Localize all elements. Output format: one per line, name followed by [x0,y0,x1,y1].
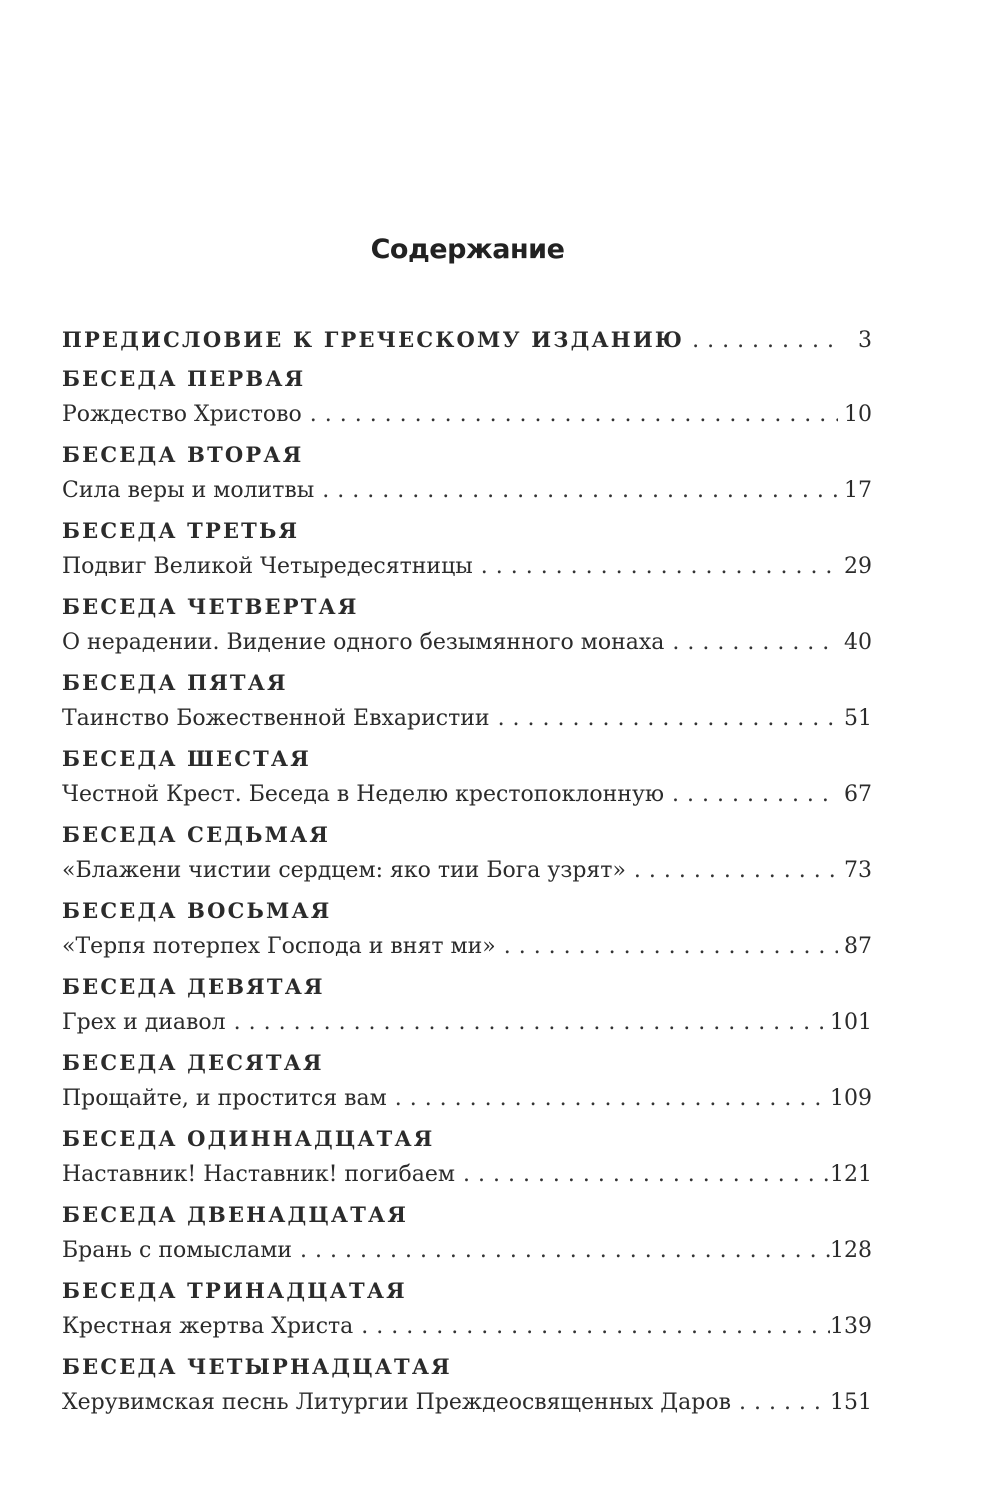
toc-line [62,1232,872,1268]
toc-entry-heading: БЕСЕДА ЧЕТЫРНАДЦАТАЯ [62,1354,452,1379]
toc-entry-title: Честной Крест. Беседа в Неделю крестопоклонную [62,782,665,807]
toc-entry[interactable] [62,742,872,818]
toc-page-number: 51 [844,706,872,731]
dot-leader [302,396,838,432]
toc-entry-title: Наставник! Наставник! погибаем [62,1162,456,1187]
dot-leader [387,1080,830,1116]
toc-page-number: 151 [830,1390,872,1415]
toc-entry-label: ПРЕДИСЛОВИЕ К ГРЕЧЕСКОМУ ИЗДАНИЮ [62,327,685,352]
toc-entry-heading: БЕСЕДА ЧЕТВЕРТАЯ [62,594,359,619]
toc-entry-heading: БЕСЕДА ДВЕНАДЦАТАЯ [62,1202,409,1227]
toc-page-number: 17 [844,478,872,503]
toc-entry-heading: БЕСЕДА ШЕСТАЯ [62,746,311,771]
toc-entry[interactable] [62,1122,872,1198]
toc-page-number: 139 [830,1314,872,1339]
toc-entry-heading: БЕСЕДА ПЯТАЯ [62,670,288,695]
toc-entry-title: Таинство Божественной Евхаристии [62,706,490,731]
toc-entry-preface[interactable] [62,322,872,362]
toc-entry-title: Херувимская песнь Литургии Преждеосвященных Даров [62,1390,731,1415]
toc-page-number: 67 [844,782,872,807]
toc-entry[interactable] [62,666,872,742]
toc-page-number: 10 [844,402,872,427]
toc-entry-title: Брань с помыслами [62,1238,293,1263]
toc-entry-heading: БЕСЕДА ТРЕТЬЯ [62,518,300,543]
toc-entry-heading: БЕСЕДА ТРИНАДЦАТАЯ [62,1278,407,1303]
dot-leader [664,776,838,812]
toc-page-number: 101 [830,1010,872,1035]
toc-entry-heading: БЕСЕДА ПЕРВАЯ [62,366,306,391]
toc-entry[interactable] [62,590,872,666]
toc-line [62,1080,872,1116]
toc-entry-heading: БЕСЕДА СЕДЬМАЯ [62,822,331,847]
toc-entry-title: Грех и диавол [62,1010,226,1035]
dot-leader [473,548,838,584]
toc-entry[interactable] [62,362,872,438]
dot-leader [314,472,838,508]
dot-leader [684,323,838,358]
toc-line [62,322,872,358]
toc-entry[interactable] [62,894,872,970]
toc-line [62,1004,872,1040]
toc-page-number: 87 [844,934,872,959]
toc-entry[interactable] [62,970,872,1046]
toc-entry[interactable] [62,1350,872,1426]
toc-page-number: 128 [830,1238,872,1263]
toc-entry-heading: БЕСЕДА ДЕСЯТАЯ [62,1050,324,1075]
toc-entry-title: О нерадении. Видение одного безымянного монаха [62,630,665,655]
toc-line [62,928,872,964]
toc-line [62,548,872,584]
toc-entry-title: Сила веры и молитвы [62,478,315,503]
toc-entry-title: «Терпя потерпех Господа и внят ми» [62,934,496,959]
dot-leader [626,852,838,888]
dot-leader [496,928,838,964]
toc-entry[interactable] [62,514,872,590]
toc-entry-title: «Блажени чистии сердцем: яко тии Бога узрят» [62,858,626,883]
toc-entry[interactable] [62,1274,872,1350]
toc-line [62,700,872,736]
toc-line [62,776,872,812]
toc-entry-heading: БЕСЕДА ВТОРАЯ [62,442,304,467]
toc-line [62,852,872,888]
toc-page-number: 73 [844,858,872,883]
toc-page-number: 109 [830,1086,872,1111]
toc-entry-title: Подвиг Великой Четыредесятницы [62,554,473,579]
toc-page-number: 121 [830,1162,872,1187]
toc-line [62,1156,872,1192]
toc-line [62,396,872,432]
toc-entry-title: Прощайте, и простится вам [62,1086,387,1111]
toc-page-number: 29 [844,554,872,579]
toc-entry-title: Крестная жертва Христа [62,1314,354,1339]
toc-entry[interactable] [62,1046,872,1122]
page-title: Содержание [370,234,565,265]
toc-entry[interactable] [62,818,872,894]
toc-entry[interactable] [62,438,872,514]
toc-entry-title: Рождество Христово [62,402,302,427]
toc-line [62,472,872,508]
dot-leader [731,1384,830,1420]
dot-leader [664,624,838,660]
dot-leader [455,1156,830,1192]
dot-leader [490,700,838,736]
toc-page-number: 40 [844,630,872,655]
dot-leader [226,1004,830,1040]
toc-line [62,1308,872,1344]
toc-entry-heading: БЕСЕДА ДЕВЯТАЯ [62,974,325,999]
toc-page-number: 3 [858,328,872,353]
dot-leader [353,1308,830,1344]
toc-line [62,1384,872,1420]
table-of-contents [62,322,872,1426]
toc-entry-heading: БЕСЕДА ВОСЬМАЯ [62,898,332,923]
toc-line [62,624,872,660]
dot-leader [292,1232,830,1268]
toc-entry-heading: БЕСЕДА ОДИННАДЦАТАЯ [62,1126,435,1151]
toc-entry[interactable] [62,1198,872,1274]
